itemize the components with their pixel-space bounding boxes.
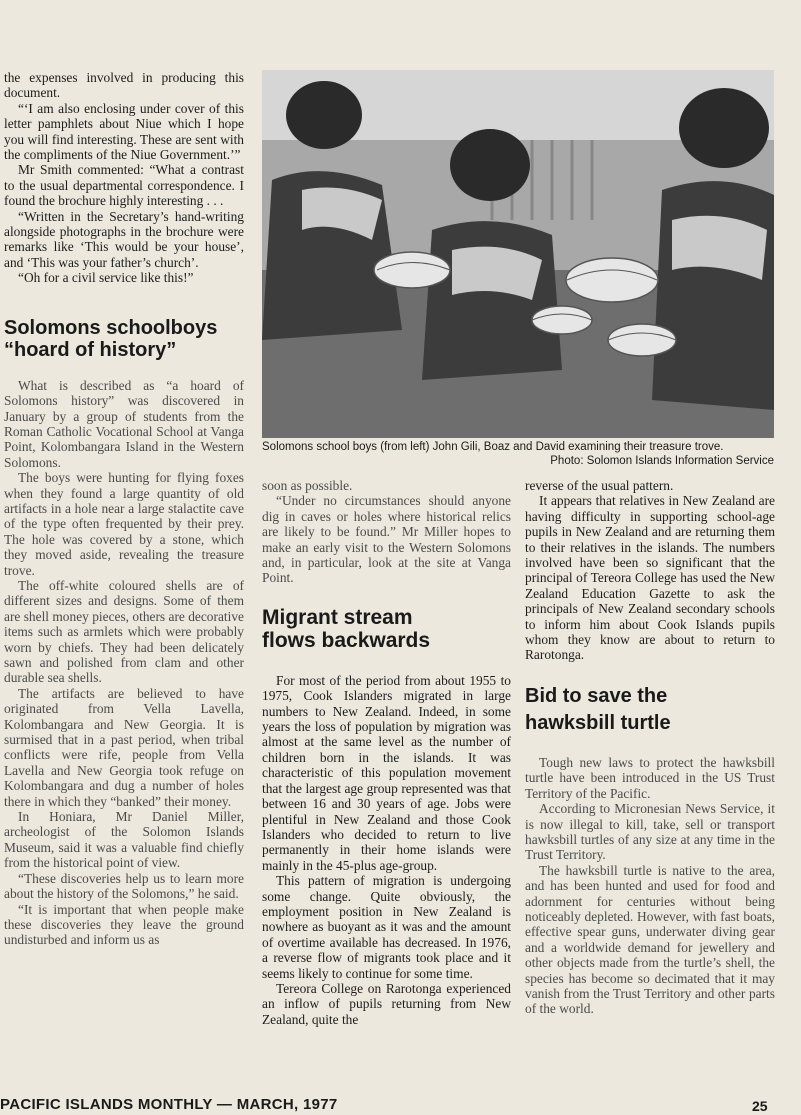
- paragraph: The off-white coloured shells are of different sizes and designs. Some of them are shell money pieces, others are decorative items such as armlets which were probably worn by chiefs. They had been delicately sawn and polished from clam and other durable sea shells.: [4, 577, 244, 686]
- footer-publication-title: PACIFIC ISLANDS MONTHLY — MARCH, 1977: [0, 1096, 338, 1113]
- paragraph: Tough new laws to protect the hawksbill turtle have been introduced in the US Trust Territory of the Pacific.: [525, 754, 775, 801]
- middle-column: [262, 478, 511, 1027]
- paragraph: “Oh for a civil service like this!”: [18, 270, 194, 286]
- headline-line: hawksbill turtle: [525, 711, 671, 734]
- paragraph: “Written in the Secretary’s hand-writing alongside photographs in the brochure were remarks like ‘This would be your house’, and ‘This was your father’s church’.: [4, 208, 244, 270]
- migrant-continuation: [525, 478, 775, 663]
- paragraph: soon as possible.: [262, 478, 353, 493]
- paragraph: “It is important that when people make these discoveries they leave the ground undisturbed and inform us as: [4, 901, 244, 948]
- solomons-continuation: [262, 478, 511, 586]
- paragraph: The boys were hunting for flying foxes when they found a large quantity of old artifacts in a hole near a large stalactite cave of the type often frequented by their prey. The hole was covered by a stone, which they moved aside, revealing the treasure trove.: [4, 470, 244, 578]
- photo-credit: Photo: Solomon Islands Information Service: [550, 455, 774, 467]
- article-migrant: [262, 673, 511, 1027]
- paragraph: Tereora College on Rarotonga experienced an inflow of pupils returning from New Zealand, quite the: [262, 980, 511, 1027]
- paragraph: “‘I am also enclosing under cover of this letter pamphlets about Niue which I hope you will find interesting. These are sent with the compliments of the Niue Government.’”: [4, 100, 244, 163]
- headline-hawksbill: [525, 683, 775, 737]
- paragraph: In Honiara, Mr Daniel Miller, archeologist of the Solomon Islands Museum, said it was a valuable find chiefly from the historical point of view.: [4, 809, 244, 871]
- paragraph: “These discoveries help us to learn more about the history of the Solomons,” he said.: [4, 870, 244, 902]
- left-column: [4, 70, 244, 948]
- paragraph: the expenses involved in producing this document.: [4, 70, 244, 101]
- photo-schoolboys: [262, 70, 774, 438]
- paragraph: For most of the period from about 1955 to 1975, Cook Islanders migrated in large numbers to New Zealand. Indeed, in some years the loss of population by migration was almost at the same level as the number of children born in the islands. It was characteristic of this population movement that the largest age group represented was that between 16 and 30 years of age. Jobs were plentiful in New Zealand and those Cook Islanders who decided to return to live permanently in their home islands were mainly in the 45-plus age-group.: [262, 672, 511, 873]
- photo-caption-block: [262, 440, 774, 468]
- paragraph: The hawksbill turtle is native to the area, and has been hunted and used for food and adornment for centuries without being noticeably depleted. However, with fast boats, effective spear guns, underwater diving gear and a worldwide demand for jewellery and other objects made from the turtle’s shell, the species has become so decimated that it may vanish from the Trust Territory and other parts of the world.: [525, 862, 775, 1017]
- headline-solomons: [4, 317, 244, 361]
- article-solomons: [4, 378, 244, 948]
- paragraph: Mr Smith commented: “What a contrast to the usual departmental correspondence. I found the brochure highly interesting . . .: [4, 162, 244, 209]
- paragraph: The artifacts are believed to have originated from Vella Lavella, Kolombangara and New Georgia. It is surmised that in a past period, when tribal conflicts were rife, people from Vella Lavella and New Georgia took refuge on Kolombangara and dug a number of holes there in which they “banked” their money.: [4, 685, 244, 809]
- article-hawksbill: [525, 755, 775, 1017]
- headline-line: Bid to save the: [525, 684, 668, 707]
- photo-caption: Solomons school boys (from left) John Gili, Boaz and David examining their treasure trove.: [262, 441, 724, 453]
- headline-line: “hoard of history”: [4, 338, 177, 361]
- page-number: 25: [752, 1098, 768, 1114]
- paragraph: This pattern of migration is undergoing some change. Quite obviously, the employment position in New Zealand is nowhere as buoyant as it was and the amount of overtime available has decreased. In 1976, a reverse flow of migrants took place and it seems likely to continue for some time.: [262, 873, 511, 981]
- paragraph: reverse of the usual pattern.: [525, 478, 674, 493]
- headline-line: Solomons schoolboys: [4, 316, 218, 339]
- headline-migrant: [262, 606, 511, 652]
- photo-illustration: [262, 70, 774, 438]
- paragraph: What is described as “a hoard of Solomons history” was discovered in January by a group of students from the Roman Catholic Vocational School at Vanga Point, Kolombangara Island in the Western Solomons.: [4, 377, 244, 470]
- paragraph: According to Micronesian News Service, it is now illegal to kill, take, sell or transport hawksbill turtles of any size at any time in the Trust Territory.: [525, 801, 775, 863]
- paragraph: It appears that relatives in New Zealand are having difficulty in supporting school-age pupils in New Zealand and are returning them to their relatives in the islands. The numbers involved have been so significant that the principal of Tereora College has used the New Zealand Education Gazette to ask the principals of New Zealand secondary schools to inform him about Cook Islands pupils whom they know are about to return to Rarotonga.: [525, 493, 775, 663]
- headline-line: Migrant stream: [262, 605, 413, 629]
- intro-continuation: [4, 70, 244, 286]
- right-column: [525, 478, 775, 1017]
- headline-line: flows backwards: [262, 628, 431, 652]
- paragraph: “Under no circumstances should anyone dig in caves or holes where historical relics are likely to be found.” Mr Miller hopes to make an early visit to the Western Solomons and, in particular, look at the site at Vanga Point.: [262, 493, 511, 586]
